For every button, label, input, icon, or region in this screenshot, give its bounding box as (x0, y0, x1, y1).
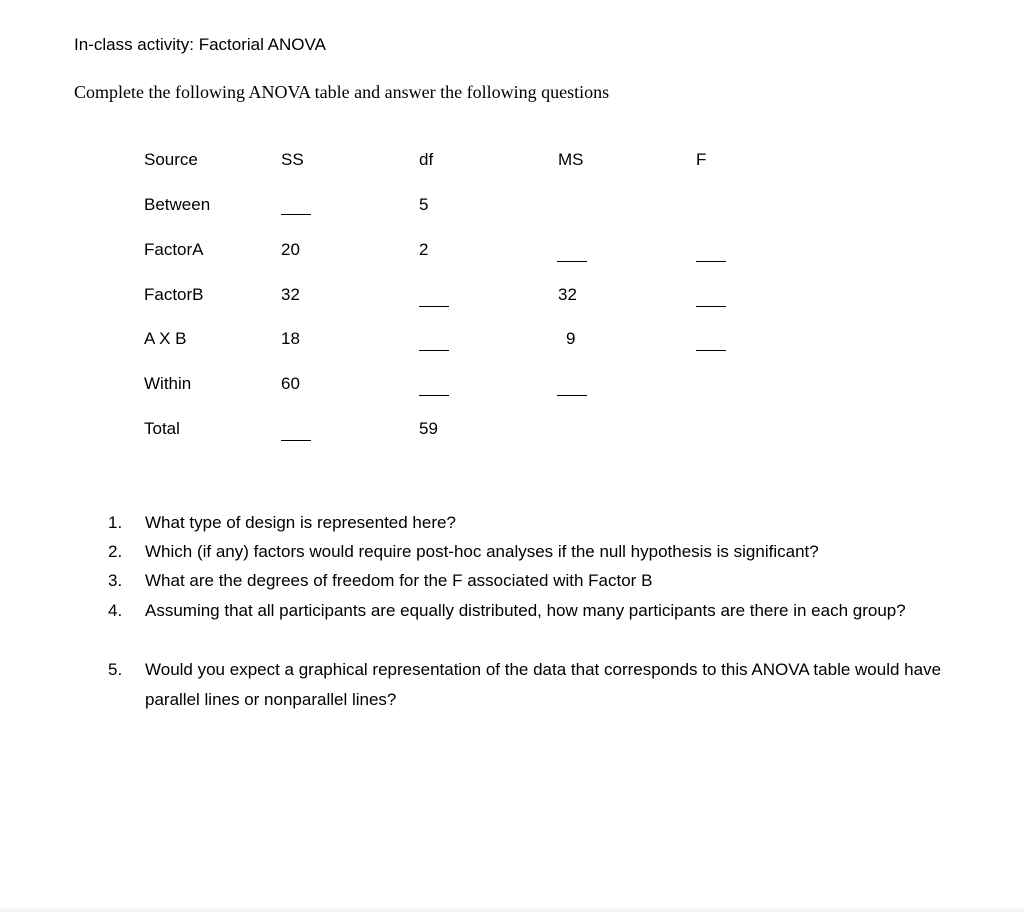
df-total: 59 (419, 419, 438, 438)
row-source-factorb: FactorB (144, 285, 204, 304)
header-source: Source (144, 150, 198, 169)
blank-df-axb (419, 331, 449, 351)
question-text: Assuming that all participants are equally distributed, how many participants are there in each group? (145, 601, 906, 620)
ss-within: 60 (281, 374, 300, 393)
question-number: 4. (108, 601, 123, 620)
blank-f-factora (696, 242, 726, 262)
header-f: F (696, 150, 707, 169)
answer-blank (419, 287, 449, 307)
question-number: 5. (108, 660, 123, 679)
header-df: df (419, 150, 434, 169)
answer-blank (419, 331, 449, 351)
blank-ss-between (281, 195, 311, 215)
ss-axb: 18 (281, 329, 300, 348)
ss-factora: 20 (281, 240, 300, 259)
ms-axb: 9 (566, 329, 576, 348)
answer-blank (557, 242, 587, 262)
answer-blank (557, 376, 587, 396)
ms-factorb: 32 (558, 285, 577, 304)
instructions-text: Complete the following ANOVA table and answer the following questions (74, 82, 610, 102)
answer-blank (281, 195, 311, 215)
header-ss: SS (281, 150, 304, 169)
blank-df-within (419, 376, 449, 396)
blank-ms-factora (557, 242, 587, 262)
blank-ms-within (557, 376, 587, 396)
df-factora: 2 (419, 240, 429, 259)
answer-blank (419, 376, 449, 396)
row-source-total: Total (144, 419, 180, 438)
question-text: Which (if any) factors would require post-hoc analyses if the null hypothesis is significant? (145, 542, 819, 561)
row-source-axb: A X B (144, 329, 187, 348)
answer-blank (281, 421, 311, 441)
question-number: 1. (108, 513, 123, 532)
answer-blank (696, 331, 726, 351)
header-ms: MS (558, 150, 584, 169)
ss-factorb: 32 (281, 285, 300, 304)
question-text: What are the degrees of freedom for the F associated with Factor B (145, 571, 653, 590)
blank-f-factorb (696, 287, 726, 307)
question-number: 2. (108, 542, 123, 561)
question-text: What type of design is represented here? (145, 513, 456, 532)
question-number: 3. (108, 571, 123, 590)
answer-blank (696, 242, 726, 262)
question-text: Would you expect a graphical representation of the data that corresponds to this ANOVA table would have parallel lines or nonparallel lines? (145, 660, 942, 709)
blank-ss-total (281, 421, 311, 441)
row-source-factora: FactorA (144, 240, 204, 259)
page-edge-shadow (0, 906, 1024, 912)
page-title: In-class activity: Factorial ANOVA (74, 35, 326, 54)
blank-f-axb (696, 331, 726, 351)
df-between: 5 (419, 195, 429, 214)
row-source-within: Within (144, 374, 192, 393)
blank-df-factorb (419, 287, 449, 307)
answer-blank (696, 287, 726, 307)
row-source-between: Between (144, 195, 211, 214)
